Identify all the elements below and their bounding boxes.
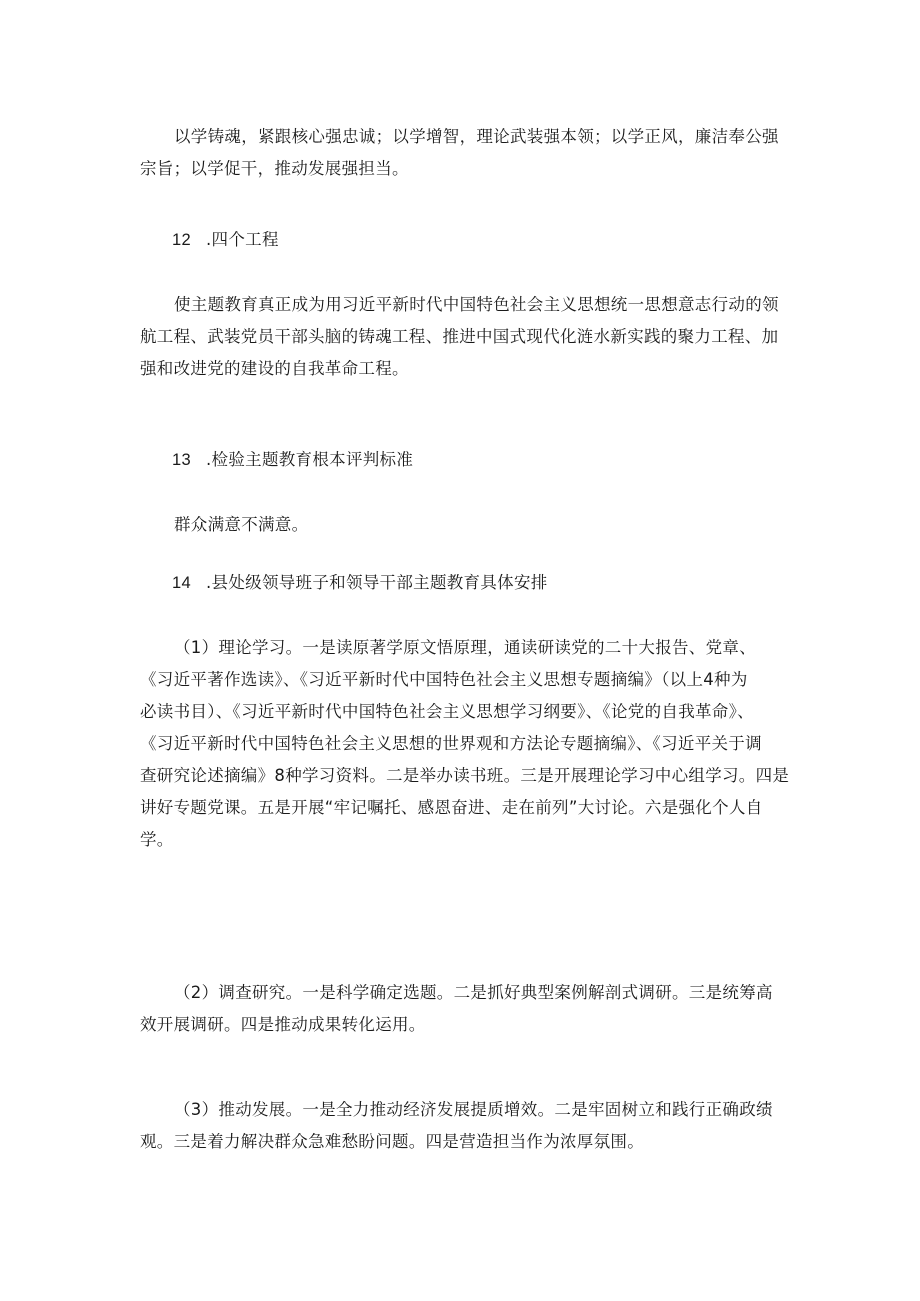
paragraph-line: 效开展调研。四是推动成果转化运用。 [140, 1015, 426, 1034]
section-title: .检验主题教育根本评判标准 [206, 450, 414, 469]
section-number: 12 [172, 231, 191, 249]
paragraph-line: 强和改进党的建设的自我革命工程。 [140, 359, 409, 378]
section-heading-13 [172, 444, 413, 476]
paragraph-line: 必读书目）、《习近平新时代中国特色社会主义思想学习纲要》、《论党的自我革命》、 [140, 702, 754, 721]
section-number: 14 [172, 574, 191, 592]
paragraph-line: 观。三是着力解决群众急难愁盼问题。四是营造担当作为浓厚氛围。 [140, 1132, 644, 1151]
paragraph-line: 航工程、武装党员干部头脑的铸魂工程、推进中国式现代化涟水新实践的聚力工程、加 [140, 327, 779, 346]
paragraph-investigation-research [140, 977, 800, 1041]
paragraph-line: （2）调查研究。一是科学确定选题。二是抓好典型案例解剖式调研。三是统筹高 [174, 983, 773, 1002]
paragraph-line: 群众满意不满意。 [174, 515, 309, 534]
section-heading-14 [172, 567, 548, 599]
paragraph-line: 以学铸魂，紧跟核心强忠诚；以学增智，理论武装强本领；以学正风，廉洁奉公强 [174, 127, 779, 146]
paragraph-line: 讲好专题党课。五是开展“牢记嘱托、感恩奋进、走在前列”大讨论。六是强化个人自 [140, 798, 763, 817]
paragraph-line: 学。 [140, 830, 174, 849]
paragraph-evaluation-standard [140, 509, 800, 541]
paragraph-promote-development [140, 1094, 800, 1158]
paragraph-study-principles [140, 121, 800, 185]
paragraph-line: 查研究论述摘编》8种学习资料。二是举办读书班。三是开展理论学习中心组学习。四是 [140, 766, 790, 785]
section-number: 13 [172, 451, 191, 469]
paragraph-line: 《习近平著作选读》、《习近平新时代中国特色社会主义思想专题摘编》（以上4种为 [140, 670, 748, 689]
paragraph-line: （3）推动发展。一是全力推动经济发展提质增效。二是牢固树立和践行正确政绩 [174, 1100, 773, 1119]
paragraph-theory-study [140, 632, 800, 856]
paragraph-line: 宗旨；以学促干，推动发展强担当。 [140, 159, 409, 178]
section-title: .四个工程 [206, 230, 279, 249]
paragraph-four-projects [140, 289, 800, 385]
section-heading-12 [172, 224, 279, 256]
paragraph-line: （1）理论学习。一是读原著学原文悟原理，通读研读党的二十大报告、党章、 [174, 638, 756, 657]
section-title: .县处级领导班子和领导干部主题教育具体安排 [206, 573, 548, 592]
paragraph-line: 《习近平新时代中国特色社会主义思想的世界观和方法论专题摘编》、《习近平关于调 [140, 734, 762, 753]
paragraph-line: 使主题教育真正成为用习近平新时代中国特色社会主义思想统一思想意志行动的领 [174, 295, 779, 314]
